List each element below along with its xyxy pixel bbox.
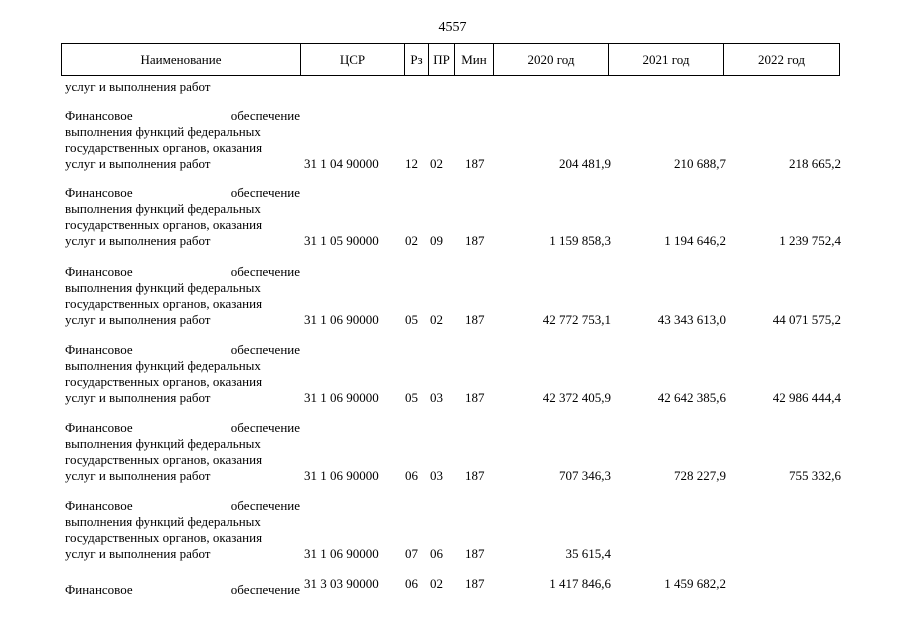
cell-rz: 06: [405, 576, 418, 591]
header-name: Наименование: [62, 44, 301, 75]
name-line: государственных органов, оказания: [65, 140, 263, 155]
page-number: 4557: [438, 20, 467, 35]
cell-pr: 09: [430, 233, 443, 248]
cell-2020: 707 346,3: [559, 468, 611, 483]
cell-2020: 204 481,9: [559, 156, 611, 171]
table-row: [0, 108, 905, 172]
cell-2021: 1 194 646,2: [664, 233, 726, 248]
cell-csr: 31 1 06 90000: [304, 468, 379, 483]
cell-2020: 42 372 405,9: [542, 390, 611, 405]
name-line: государственных органов, оказания: [65, 530, 263, 545]
name-line: услуг и выполнения работ: [65, 390, 211, 405]
cell-rz: 02: [405, 233, 418, 248]
cell-csr: 31 1 06 90000: [304, 312, 379, 327]
name-line: обеспечение: [230, 185, 300, 200]
cell-rz: 06: [405, 468, 418, 483]
row-name: [65, 582, 300, 598]
name-line: обеспечение: [230, 264, 300, 279]
row-name: [65, 264, 300, 328]
header-2020: 2020 год: [494, 44, 609, 75]
name-line: Финансовое: [65, 264, 133, 279]
cell-rz: 12: [405, 156, 418, 171]
cell-2020: 1 417 846,6: [549, 576, 611, 591]
name-line: Финансовое: [65, 498, 133, 513]
cell-min: 187: [465, 233, 485, 248]
cell-2022: 42 986 444,4: [772, 390, 841, 405]
cell-csr: 31 1 05 90000: [304, 233, 379, 248]
cell-pr: 03: [430, 390, 443, 405]
name-line: услуг и выполнения работ: [65, 546, 211, 561]
cell-2021: 43 343 613,0: [657, 312, 726, 327]
cell-min: 187: [465, 546, 485, 561]
header-csr: ЦСР: [301, 44, 405, 75]
name-line: обеспечение: [230, 582, 300, 597]
cell-min: 187: [465, 576, 485, 591]
name-line: Финансовое: [65, 185, 133, 200]
cell-2021: 210 688,7: [674, 156, 726, 171]
row-name: [65, 420, 300, 484]
cell-min: 187: [465, 312, 485, 327]
header-rz: Рз: [405, 44, 429, 75]
cell-2020: 1 159 858,3: [549, 233, 611, 248]
name-line: услуг и выполнения работ: [65, 233, 211, 248]
cell-rz: 07: [405, 546, 418, 561]
name-line: выполнения функций федеральных: [65, 201, 261, 216]
table-header: [61, 43, 840, 76]
cell-2021: 1 459 682,2: [664, 576, 726, 591]
cell-2021: 42 642 385,6: [657, 390, 726, 405]
header-min: Мин: [455, 44, 494, 75]
table-row: [0, 185, 905, 249]
cell-csr: 31 3 03 90000: [304, 576, 379, 591]
name-line: обеспечение: [230, 420, 300, 435]
name-line: Финансовое: [65, 582, 133, 597]
name-line: государственных органов, оказания: [65, 296, 263, 311]
name-line: обеспечение: [230, 108, 300, 123]
cell-2020: 42 772 753,1: [542, 312, 611, 327]
cell-csr: 31 1 06 90000: [304, 546, 379, 561]
table-row: [0, 264, 905, 328]
name-line: выполнения функций федеральных: [65, 514, 261, 529]
name-line: выполнения функций федеральных: [65, 124, 261, 139]
cell-2020: 35 615,4: [565, 546, 611, 561]
cell-2021: 728 227,9: [674, 468, 726, 483]
name-line: услуг и выполнения работ: [65, 156, 211, 171]
header-2021: 2021 год: [609, 44, 724, 75]
cell-min: 187: [465, 468, 485, 483]
row-name: [65, 185, 300, 249]
name-line: Финансовое: [65, 108, 133, 123]
name-line: государственных органов, оказания: [65, 374, 263, 389]
cell-rz: 05: [405, 312, 418, 327]
cell-pr: 03: [430, 468, 443, 483]
row-name: [65, 342, 300, 406]
name-line: Финансовое: [65, 420, 133, 435]
cell-min: 187: [465, 156, 485, 171]
table-row: [0, 498, 905, 562]
name-line: услуг и выполнения работ: [65, 468, 211, 483]
cell-2022: 1 239 752,4: [779, 233, 841, 248]
name-line: обеспечение: [230, 342, 300, 357]
cell-pr: 06: [430, 546, 443, 561]
row-name: [65, 108, 300, 172]
table-row: [0, 420, 905, 484]
cell-2022: 218 665,2: [789, 156, 841, 171]
cell-min: 187: [465, 390, 485, 405]
row-name: [65, 498, 300, 562]
cell-pr: 02: [430, 312, 443, 327]
cell-2022: 44 071 575,2: [772, 312, 841, 327]
cell-pr: 02: [430, 576, 443, 591]
header-2022: 2022 год: [758, 51, 805, 67]
cell-rz: 05: [405, 390, 418, 405]
name-line: выполнения функций федеральных: [65, 358, 261, 373]
name-line: Финансовое: [65, 342, 133, 357]
header-pr: ПР: [429, 44, 455, 75]
name-line: выполнения функций федеральных: [65, 280, 261, 295]
cell-pr: 02: [430, 156, 443, 171]
cell-csr: 31 1 06 90000: [304, 390, 379, 405]
cell-2022: 755 332,6: [789, 468, 841, 483]
cell-csr: 31 1 04 90000: [304, 156, 379, 171]
table-row: [0, 576, 905, 640]
name-line: государственных органов, оказания: [65, 452, 263, 467]
table-row: [0, 342, 905, 406]
continuation-text: услуг и выполнения работ: [65, 79, 211, 94]
name-line: услуг и выполнения работ: [65, 312, 211, 327]
name-line: выполнения функций федеральных: [65, 436, 261, 451]
name-line: обеспечение: [230, 498, 300, 513]
name-line: государственных органов, оказания: [65, 217, 263, 232]
